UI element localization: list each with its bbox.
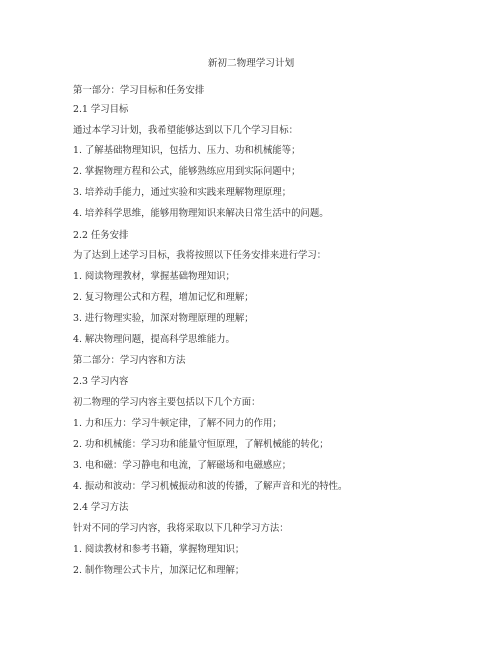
paragraph-line: 针对不同的学习内容，我将采取以下几种学习方法： <box>73 523 289 534</box>
list-item: 4. 振动和波动：学习机械振动和波的传播，了解声音和光的特性。 <box>73 481 348 492</box>
list-item: 1. 力和压力：学习牛顿定律，了解不同力的作用； <box>73 418 282 429</box>
section-heading: 第一部分：学习目标和任务安排 <box>73 85 205 96</box>
list-item: 4. 培养科学思维，能够用物理知识来解决日常生活中的问题。 <box>73 208 329 219</box>
paragraph-line: 初二物理的学习内容主要包括以下几个方面： <box>73 397 261 408</box>
list-item: 1. 阅读教材和参考书籍，掌握物理知识； <box>73 544 245 555</box>
list-item: 2. 功和机械能：学习功和能量守恒原理，了解机械能的转化； <box>73 439 329 450</box>
list-item: 1. 阅读物理教材，掌握基础物理知识； <box>73 271 235 282</box>
section-heading: 第二部分：学习内容和方法 <box>73 355 186 366</box>
list-item: 2. 制作物理公式卡片，加深记忆和理解； <box>73 565 245 576</box>
list-item: 4. 解决物理问题，提高科学思维能力。 <box>73 334 235 345</box>
document-title: 新初二物理学习计划 <box>207 58 295 69</box>
list-item: 2. 复习物理公式和方程，增加记忆和理解； <box>73 292 254 303</box>
subsection-heading: 2.2 任务安排 <box>73 230 129 241</box>
list-item: 3. 进行物理实验，加深对物理原理的理解； <box>73 313 254 324</box>
list-item: 3. 培养动手能力，通过实验和实践来理解物理原理； <box>73 187 292 198</box>
paragraph-line: 通过本学习计划，我希望能够达到以下几个学习目标： <box>73 125 299 136</box>
subsection-heading: 2.1 学习目标 <box>73 104 129 115</box>
paragraph-line: 为了达到上述学习目标，我将按照以下任务安排来进行学习： <box>73 250 327 261</box>
list-item: 2. 掌握物理方程和公式，能够熟练应用到实际问题中； <box>73 166 301 177</box>
list-item: 1. 了解基础物理知识，包括力、压力、功和机械能等； <box>73 145 301 156</box>
subsection-heading: 2.3 学习内容 <box>73 376 129 387</box>
list-item: 3. 电和磁：学习静电和电流，了解磁场和电磁感应； <box>73 460 292 471</box>
subsection-heading: 2.4 学习方法 <box>73 502 129 513</box>
